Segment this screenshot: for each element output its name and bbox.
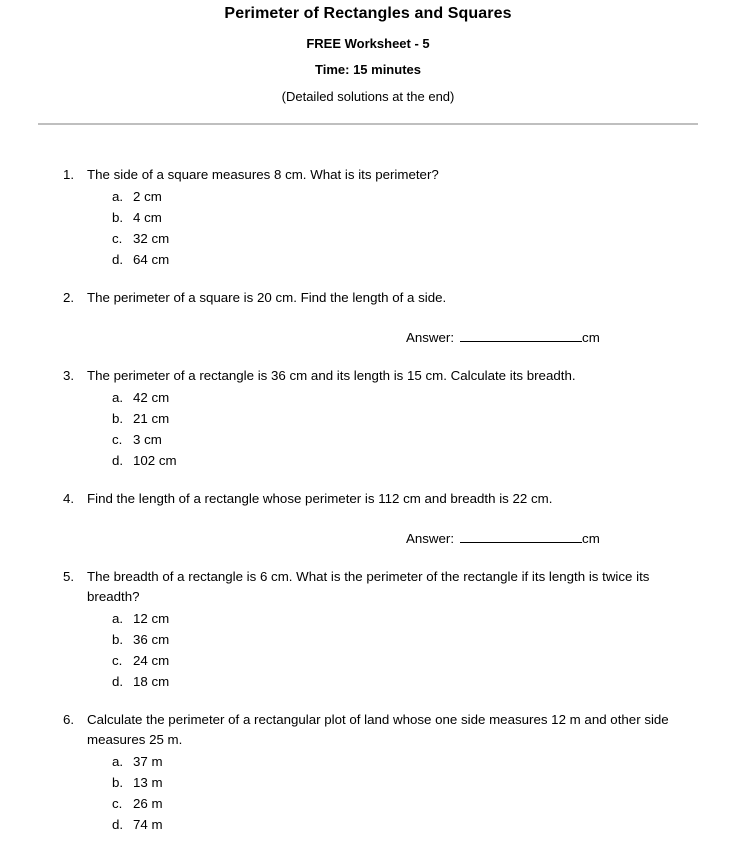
option-row[interactable] — [0, 650, 736, 671]
question-number: 5. — [63, 569, 75, 584]
option-list — [0, 608, 736, 692]
option-letter: d. — [112, 453, 124, 468]
option-row[interactable] — [0, 772, 736, 793]
question-row — [0, 366, 736, 386]
option-row[interactable] — [0, 450, 736, 471]
option-text: 26 m — [133, 796, 163, 811]
option-text: 13 m — [133, 775, 163, 790]
option-text: 18 cm — [133, 674, 170, 689]
option-row[interactable] — [0, 751, 736, 772]
option-letter: d. — [112, 817, 124, 832]
option-letter: c. — [112, 432, 123, 447]
worksheet-header — [0, 0, 736, 105]
option-list — [0, 186, 736, 270]
question-number: 1. — [63, 167, 75, 182]
option-row[interactable] — [0, 186, 736, 207]
option-letter: a. — [112, 611, 124, 626]
question-block — [0, 710, 736, 835]
solutions-note: (Detailed solutions at the end) — [281, 89, 455, 104]
option-row[interactable] — [0, 249, 736, 270]
option-row[interactable] — [0, 228, 736, 249]
questions-list — [0, 165, 736, 835]
option-text: 102 cm — [133, 453, 177, 468]
option-text: 3 cm — [133, 432, 162, 447]
option-list — [0, 751, 736, 835]
option-letter: d. — [112, 674, 124, 689]
answer-row — [406, 529, 736, 549]
option-text: 36 cm — [133, 632, 170, 647]
question-number: 6. — [63, 712, 75, 727]
option-text: 24 cm — [133, 653, 170, 668]
option-row[interactable] — [0, 629, 736, 650]
answer-unit-label: cm — [582, 330, 600, 345]
question-text: Find the length of a rectangle whose perimeter is 112 cm and breadth is 22 cm. — [87, 491, 553, 506]
question-text: Calculate the perimeter of a rectangular plot of land whose one side measures 12 m and other side measures 25 m. — [87, 712, 669, 747]
question-block — [0, 567, 736, 692]
option-text: 64 cm — [133, 252, 170, 267]
option-letter: b. — [112, 632, 124, 647]
question-row — [0, 489, 736, 509]
question-block — [0, 489, 736, 549]
option-letter: c. — [112, 653, 123, 668]
header-divider — [38, 123, 698, 125]
question-row — [0, 288, 736, 308]
answer-input-blank[interactable] — [460, 328, 582, 342]
option-text: 21 cm — [133, 411, 170, 426]
question-number: 3. — [63, 368, 75, 383]
option-row[interactable] — [0, 429, 736, 450]
answer-row — [406, 328, 736, 348]
question-row — [0, 710, 736, 750]
option-text: 4 cm — [133, 210, 162, 225]
option-letter: b. — [112, 411, 124, 426]
question-number: 4. — [63, 491, 75, 506]
option-letter: a. — [112, 189, 124, 204]
option-text: 37 m — [133, 754, 163, 769]
page-title: Perimeter of Rectangles and Squares — [224, 5, 512, 22]
question-text: The side of a square measures 8 cm. What is its perimeter? — [87, 167, 439, 182]
question-block — [0, 288, 736, 348]
option-text: 2 cm — [133, 189, 162, 204]
time-limit-label: Time: 15 minutes — [315, 62, 421, 77]
option-letter: c. — [112, 796, 123, 811]
option-letter: d. — [112, 252, 124, 267]
option-text: 32 cm — [133, 231, 170, 246]
option-row[interactable] — [0, 793, 736, 814]
question-text: The perimeter of a rectangle is 36 cm and its length is 15 cm. Calculate its breadth. — [87, 368, 576, 383]
answer-input-blank[interactable] — [460, 529, 582, 543]
option-text: 74 m — [133, 817, 163, 832]
question-block — [0, 366, 736, 471]
option-row[interactable] — [0, 814, 736, 835]
answer-label: Answer: — [406, 531, 455, 546]
question-text: The breadth of a rectangle is 6 cm. What is the perimeter of the rectangle if its length is twice its breadth? — [87, 569, 650, 604]
option-letter: a. — [112, 754, 124, 769]
option-row[interactable] — [0, 408, 736, 429]
question-text: The perimeter of a square is 20 cm. Find the length of a side. — [87, 290, 447, 305]
answer-label: Answer: — [406, 330, 455, 345]
question-row — [0, 165, 736, 185]
question-row — [0, 567, 736, 607]
question-block — [0, 165, 736, 270]
option-row[interactable] — [0, 387, 736, 408]
option-list — [0, 387, 736, 471]
option-letter: a. — [112, 390, 124, 405]
option-row[interactable] — [0, 608, 736, 629]
question-number: 2. — [63, 290, 75, 305]
option-letter: b. — [112, 210, 124, 225]
answer-unit-label: cm — [582, 531, 600, 546]
worksheet-subtitle: FREE Worksheet - 5 — [306, 36, 430, 51]
option-row[interactable] — [0, 671, 736, 692]
option-text: 12 cm — [133, 611, 170, 626]
option-row[interactable] — [0, 207, 736, 228]
option-text: 42 cm — [133, 390, 170, 405]
option-letter: b. — [112, 775, 124, 790]
option-letter: c. — [112, 231, 123, 246]
